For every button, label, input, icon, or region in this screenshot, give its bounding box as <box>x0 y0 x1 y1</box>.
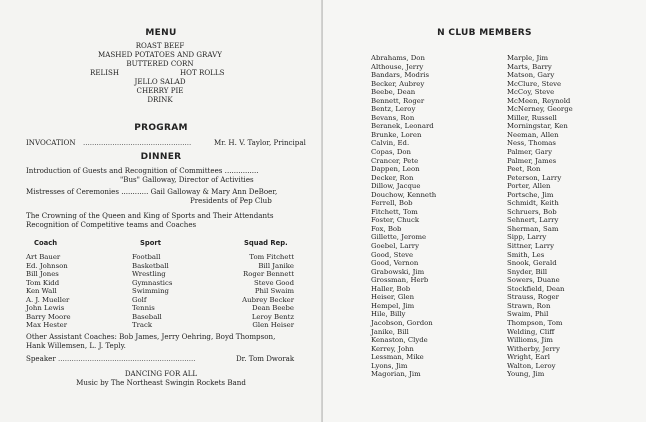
member-name: Dillow, Jacque <box>371 182 421 191</box>
table-cell: Gymnastics <box>132 278 173 287</box>
member-name: Strauss, Roger <box>507 293 559 302</box>
sport-column <box>132 253 172 330</box>
table-cell: Bill Jones <box>26 270 59 279</box>
member-name: Witherby, Jerry <box>507 344 560 353</box>
member-name: McCoy, Steve <box>507 88 555 97</box>
member-name: Goebel, Larry <box>371 242 419 251</box>
invocation-name: Mr. H. V. Taylor, Principal <box>214 138 306 147</box>
member-name: Sherman, Sam <box>507 224 559 233</box>
table-cell: Swimming <box>132 287 169 296</box>
member-name: Hempel, Jim <box>371 301 415 310</box>
menu-item: DRINK <box>147 94 173 104</box>
table-cell: Barry Moore <box>26 312 71 321</box>
other-coaches-line-1: Other Assistant Coaches: Bob James, Jerry Oehring, Boyd Thompson, <box>26 332 276 341</box>
table-cell: Football <box>132 253 161 261</box>
member-name: Snyder, Bill <box>507 267 548 276</box>
table-cell: Golf <box>132 295 147 304</box>
member-name: Kenaston, Clyde <box>371 336 428 345</box>
member-name: Jacobson, Gordon <box>371 318 433 327</box>
member-name: Strawn, Ron <box>507 301 551 310</box>
member-name: Peet, Ron <box>507 165 541 174</box>
member-name: Matson, Gary <box>507 71 555 80</box>
invocation-dots: ................................................ <box>83 138 192 147</box>
menu-item: BUTTERED CORN <box>126 58 194 68</box>
dinner-mistresses: Mistresses of Ceremonies ............ Gail Galloway & Mary Ann DeBoer, <box>26 187 278 196</box>
dinner-intro: Introduction of Guests and Recognition of Committees ............... <box>26 166 259 175</box>
member-name: McClure, Steve <box>507 79 562 88</box>
member-name: Althouse, Jerry <box>371 62 424 71</box>
invocation-label: INVOCATION <box>26 138 76 147</box>
member-name: Walton, Leroy <box>507 361 556 370</box>
members-page <box>323 0 646 422</box>
program-title: PROGRAM <box>134 123 188 133</box>
table-cell: Glen Heiser <box>252 321 294 330</box>
member-name: Grossman, Herb <box>371 276 429 285</box>
member-name: Good, Vernon <box>371 259 419 268</box>
member-name: Bevans, Ron <box>371 113 415 122</box>
member-name: Kerrey, John <box>371 344 414 353</box>
member-name: Beranek, Leonard <box>371 122 434 131</box>
members-right-column <box>507 54 573 379</box>
member-name: Thompson, Tom <box>507 318 563 327</box>
table-cell: Bill Janike <box>258 261 294 270</box>
member-name: Sipp, Larry <box>507 233 547 242</box>
table-cell: Steve Good <box>254 278 294 287</box>
dinner-recognition: Recognition of Competitive teams and Coaches <box>26 220 197 229</box>
member-name: Bennett, Roger <box>371 96 425 105</box>
program-page <box>0 0 322 422</box>
members-title: N CLUB MEMBERS <box>437 28 532 38</box>
member-name: Sehnert, Larry <box>507 216 559 225</box>
member-name: Wright, Earl <box>507 353 550 362</box>
member-name: Douchow, Kenneth <box>371 190 437 199</box>
member-name: Becker, Aubrey <box>371 79 425 88</box>
member-name: Sowers, Duane <box>507 276 560 285</box>
member-name: Marts, Barry <box>507 62 552 71</box>
member-name: Willioms, Jim <box>507 336 553 345</box>
table-cell: Baseball <box>132 312 162 321</box>
dinner-mistresses-role: Presidents of Pep Club <box>190 196 272 205</box>
member-name: Gillette, Jerome <box>371 233 427 242</box>
member-name: Grabowski, Jim <box>371 267 425 276</box>
member-name: Calvin, Ed. <box>371 139 410 148</box>
dinner-crowning: The Crowning of the Queen and King of Sports and Their Attendants <box>26 211 274 220</box>
member-name: Haller, Bob <box>371 284 411 293</box>
menu-item: CHERRY PIE <box>136 85 184 95</box>
member-name: Young, Jim <box>507 370 545 379</box>
member-name: Janike, Bill <box>371 327 409 336</box>
table-cell: Dean Beebe <box>251 304 294 313</box>
table-cell: Ed. Johnson <box>26 261 68 270</box>
member-name: Sittner, Larry <box>507 242 555 251</box>
table-cell: Roger Bennett <box>243 270 294 279</box>
table-cell: John Lewis <box>26 304 65 313</box>
dancing-text: DANCING FOR ALL <box>124 369 198 378</box>
table-cell: Leroy Bentz <box>251 312 294 321</box>
member-name: Foster, Chuck <box>371 216 420 225</box>
squad-rep-header: Squad Rep. <box>244 239 288 247</box>
member-name: Bentz, Leroy <box>371 105 416 114</box>
table-cell: Art Bauer <box>26 253 61 261</box>
member-name: Palmer, James <box>507 156 557 165</box>
member-name: Porter, Allen <box>507 182 551 191</box>
dinner-intro-name: "Bus" Galloway, Director of Activities <box>120 175 254 184</box>
member-name: Schruers, Bob <box>507 207 557 216</box>
member-name: Palmer, Gary <box>507 148 552 157</box>
speaker-label: Speaker <box>26 354 56 363</box>
member-name: Copas, Don <box>371 148 411 157</box>
table-cell: A. J. Mueller <box>26 295 70 304</box>
member-name: Brunke, Loren <box>371 130 422 139</box>
table-cell: Basketball <box>132 261 169 270</box>
speaker-name: Dr. Tom Dworak <box>236 354 295 363</box>
menu-title: MENU <box>145 28 177 38</box>
member-name: Welding, Cliff <box>507 327 555 336</box>
member-name: Marple, Jim <box>507 54 549 62</box>
table-cell: Tennis <box>132 304 155 313</box>
member-name: Peterson, Larry <box>507 173 562 182</box>
table-cell: Aubrey Becker <box>242 295 294 304</box>
member-name: Morningstar, Ken <box>507 122 568 131</box>
other-coaches-line-2: Hank Willemsen, L. J. Teply. <box>26 341 126 350</box>
member-name: Magorian, Jim <box>371 370 421 379</box>
member-name: Abrahams, Don <box>371 54 425 62</box>
member-name: Beebe, Dean <box>371 88 416 97</box>
member-name: Fitchett, Tom <box>371 207 418 216</box>
member-name: McNerney, George <box>507 105 573 114</box>
table-cell: Tom Fitchett <box>249 253 294 261</box>
member-name: Heiser, Glen <box>371 293 415 302</box>
member-name: Neeman, Allen <box>507 130 559 139</box>
member-name: Lessman, Mike <box>371 353 424 362</box>
menu-item: JELLO SALAD <box>134 76 186 86</box>
member-name: Ferrell, Bob <box>371 199 413 208</box>
sport-header: Sport <box>140 239 162 247</box>
music-text: Music by The Northeast Swingin Rockets Band <box>76 378 246 387</box>
member-name: Bandars, Modris <box>371 71 429 80</box>
coach-column <box>26 253 71 330</box>
squad-rep-column <box>222 253 294 330</box>
dinner-title: DINNER <box>140 152 182 162</box>
table-cell: Ken Wall <box>26 287 57 296</box>
member-name: Hile, Billy <box>371 310 406 319</box>
table-cell: Max Hester <box>26 321 68 330</box>
table-cell: Phil Swaim <box>254 287 294 296</box>
member-name: Swaim, Phil <box>507 310 549 319</box>
member-name: Stockfield, Dean <box>507 284 565 293</box>
member-name: Ness, Thomas <box>507 139 556 148</box>
member-name: Schmidt, Keith <box>507 199 559 208</box>
menu-list <box>60 42 260 104</box>
speaker-dots: ............................................................. <box>58 354 196 363</box>
table-cell: Track <box>132 321 153 330</box>
member-name: Miller, Russell <box>507 113 557 122</box>
member-name: Snook, Gerald <box>507 259 557 268</box>
table-cell: Tom Kidd <box>26 278 60 287</box>
coach-header: Coach <box>34 239 58 247</box>
member-name: Fox, Bob <box>371 224 402 233</box>
member-name: Lyons, Jim <box>371 361 408 370</box>
member-name: Smith, Les <box>507 250 545 259</box>
member-name: Decker, Ron <box>371 173 414 182</box>
menu-item-hot-rolls: HOT ROLLS <box>180 67 225 77</box>
menu-item: ROAST BEEF <box>135 41 185 50</box>
member-name: Dappen, Leon <box>371 165 420 174</box>
members-left-column <box>371 54 436 379</box>
member-name: Crancer, Pete <box>371 156 419 165</box>
menu-item: MASHED POTATOES AND GRAVY <box>98 49 222 59</box>
member-name: McMeen, Reynold <box>507 96 571 105</box>
member-name: Good, Steve <box>371 250 414 259</box>
menu-relish-row <box>60 69 260 78</box>
menu-item-relish: RELISH <box>90 67 120 77</box>
table-cell: Wrestling <box>132 270 166 279</box>
member-name: Portsche, Jim <box>507 190 554 199</box>
